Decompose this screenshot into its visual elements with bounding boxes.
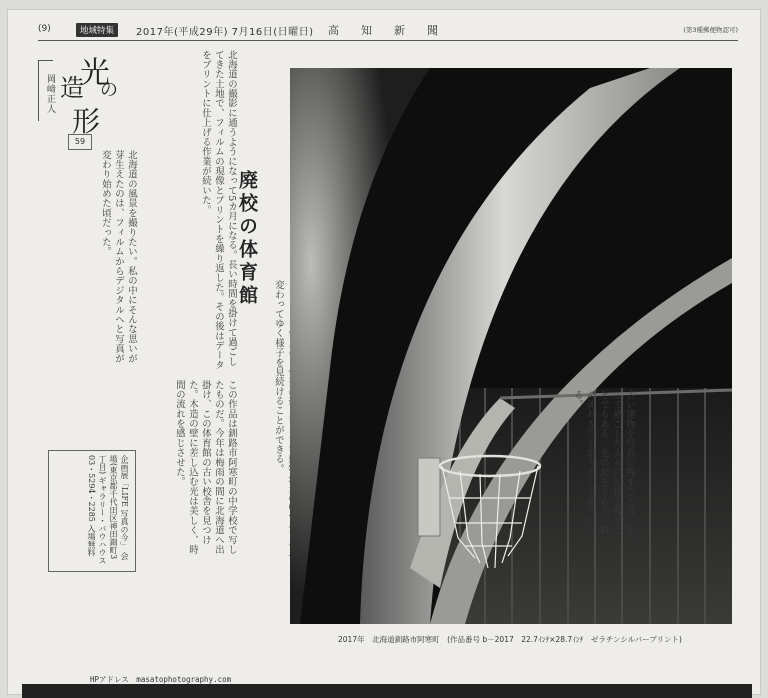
homepage-url: HPアドレス masatophotography.com bbox=[90, 675, 232, 684]
postal-note: (第3種郵便物認可) bbox=[683, 26, 738, 34]
article-column-2: 北海道の撮影に通うようになって5カ月になる。長い時間を掛けて過ごしてきた土地で、フィルムの現像とプリントを繰り返した。その後はデータをプリントに仕上げる作業が続いた。 bbox=[200, 50, 237, 370]
page-number: (9) bbox=[38, 24, 51, 34]
article-column-5: 古い建物を写真に残すことは、そこで過ごした人々の記憶を残すことでもある。光の形をとらえ、時の流れを写し取りたいと願っている。 bbox=[572, 390, 635, 536]
header-rule bbox=[38, 40, 738, 41]
photo-caption: 2017年 北海道釧路市阿寒町 (作品番号 b－2017 22.7ｲﾝﾁ×28.7ｲﾝﾁ ゼラチンシルバープリント) bbox=[338, 635, 682, 644]
article-column-1: 北海道の風景を撮りたい。私の中にそんな思いが芽生えたのは、フィルムからデジタルへと写真が変わり始めた頃だった。 bbox=[100, 150, 137, 364]
article-column-4: 変わってゆく様子を見続けることができる。 bbox=[273, 280, 284, 474]
bottom-ad-strip bbox=[22, 684, 752, 698]
series-char-1: 光 bbox=[80, 56, 110, 91]
article-column-3: この作品は釧路市阿寒町の中学校で写したものだ。今年は梅雨の間に北海道へ出掛け、この体育館の古い校舎を見つけた。木造の壁に差し込む光は美しく、時間の流れを感じさせた。 bbox=[174, 380, 237, 555]
issue-date: 2017年(平成29年) 7月16日(日曜日) bbox=[136, 27, 314, 38]
series-number: 59 bbox=[68, 134, 92, 150]
newspaper-page bbox=[8, 10, 760, 694]
series-char-3: 造 bbox=[60, 74, 84, 102]
series-title-block bbox=[40, 50, 128, 146]
exhibition-info-box bbox=[48, 450, 136, 572]
series-author: 岡﨑正人 bbox=[45, 74, 55, 114]
newspaper-name: 高知新聞 bbox=[328, 24, 460, 37]
exhibition-info-text: 企画展「LIFE 写真の今」 会場(東京都千代田区神田錦町3丁目) ギャラリー・バウハウス 03・5294・2285 入場無料 bbox=[87, 455, 129, 565]
page-header bbox=[38, 24, 738, 38]
article-title: 廃校の体育館 bbox=[236, 170, 258, 308]
section-badge: 地域特集 bbox=[76, 23, 118, 37]
series-char-4: 形 bbox=[72, 105, 101, 138]
series-char-2: の bbox=[100, 80, 118, 101]
